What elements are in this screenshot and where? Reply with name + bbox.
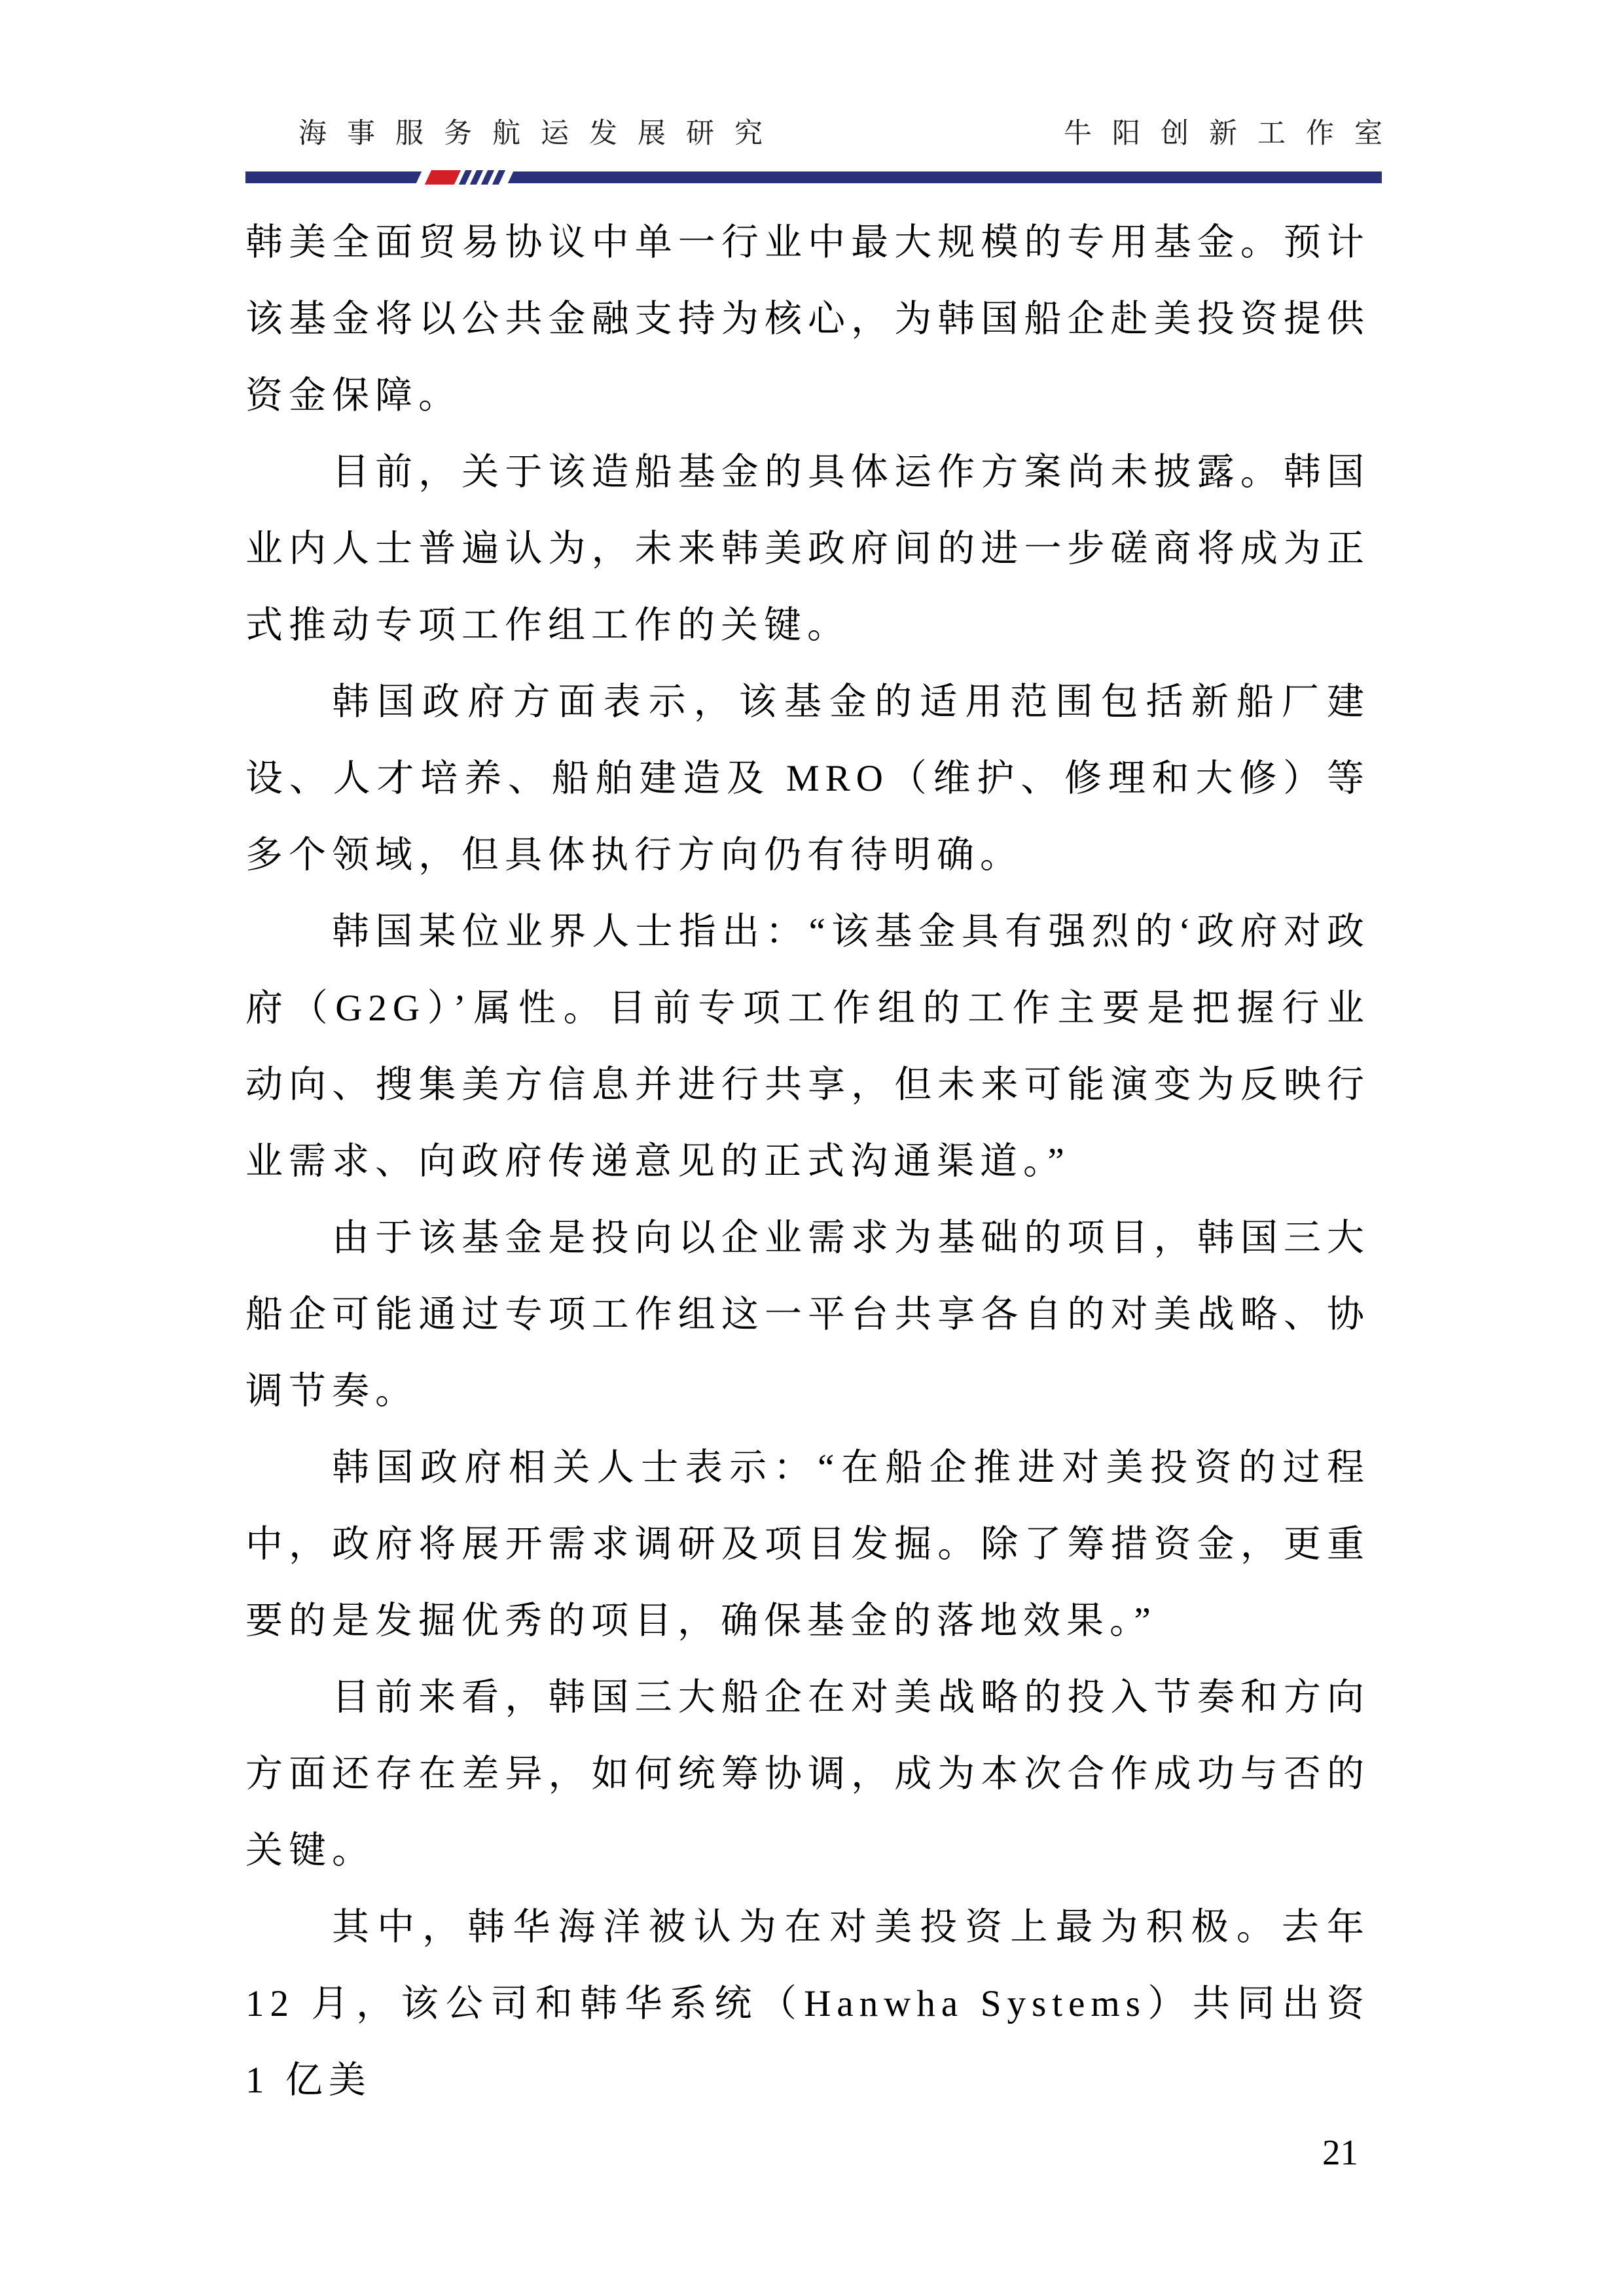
paragraph: 由于该基金是投向以企业需求为基础的项目，韩国三大船企可能通过专项工作组这一平台共享各自的对美战略、协调节奏。 [245,1217,1370,1412]
paragraph: 目前来看，韩国三大船企在对美战略的投入节奏和方向方面还存在差异，如何统筹协调，成为本次合作成功与否的关键。 [245,1677,1370,1871]
paragraph: 韩国政府相关人士表示：“在船企推进对美投资的过程中，政府将展开需求调研及项目发掘。除了筹措资金，更重要的是发掘优秀的项目，确保基金的落地效果。” [245,1447,1370,1641]
header-left-title: 海事服务航运发展研究 [298,118,783,149]
body-text [245,204,1370,2119]
paragraph: 韩国某位业界人士指出：“该基金具有强烈的‘政府对政府（G2G）’属性。目前专项工作组的工作主要是把握行业动向、搜集美方信息并进行共享，但未来可能演变为反映行业需求、向政府传递意见的正式沟通渠道。” [245,911,1370,1182]
paragraph: 目前，关于该造船基金的具体运作方案尚未披露。韩国业内人士普遍认为，未来韩美政府间的进一步磋商将成为正式推动专项工作组工作的关键。 [245,452,1370,646]
divider-accent-decoration [416,170,514,185]
header-divider-bar [245,171,1382,183]
header-right-title: 牛阳创新工作室 [1064,118,1403,149]
page-number: 21 [1322,2132,1358,2172]
paragraph: 韩国政府方面表示，该基金的适用范围包括新船厂建设、人才培养、船舶建造及 MRO（维护、修理和大修）等多个领域，但具体执行方向仍有待明确。 [245,681,1370,876]
paragraph: 韩美全面贸易协议中单一行业中最大规模的专用基金。预计该基金将以公共金融支持为核心，为韩国船企赴美投资提供资金保障。 [245,222,1370,416]
paragraph: 其中，韩华海洋被认为在对美投资上最为积极。去年 12 月，该公司和韩华系统（Hanwha Systems）共同出资 1 亿美 [245,1907,1370,2101]
